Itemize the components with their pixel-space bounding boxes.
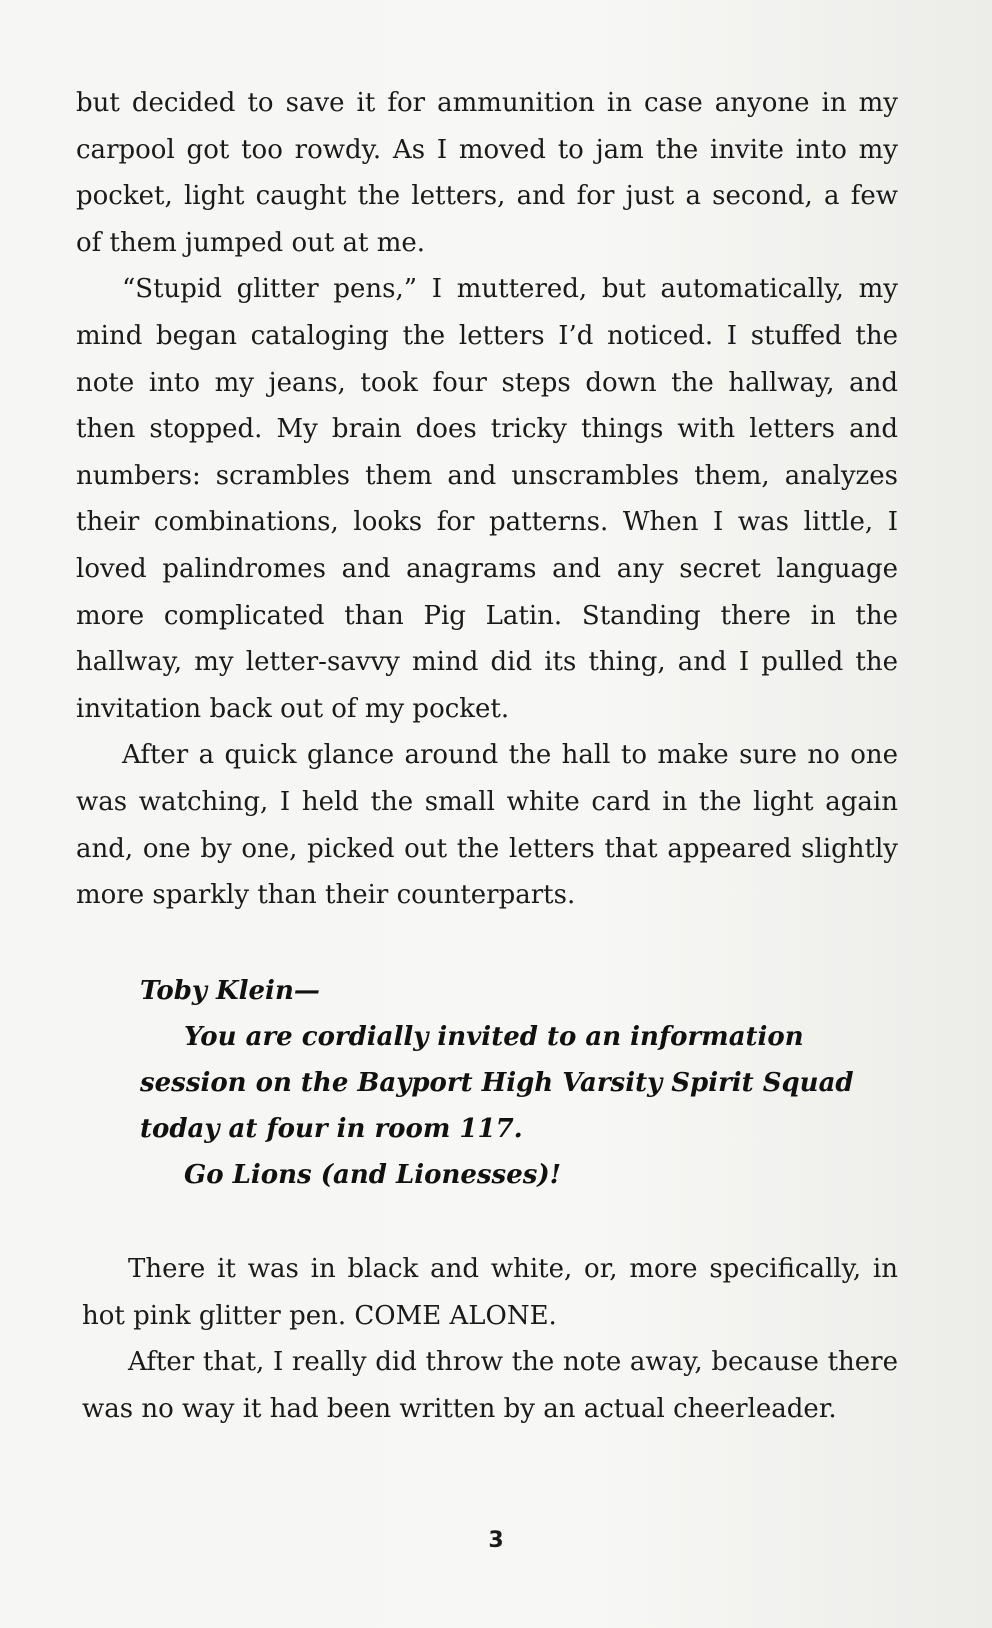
invitation-salutation: Toby Klein— bbox=[140, 976, 320, 1006]
invitation-closing: Go Lions (and Lionesses)! bbox=[184, 1160, 562, 1190]
paragraph-glitter-pens: “Stupid glitter pens,” I muttered, but automatically, my mind began cataloging the letters I’d noticed. I stuffed the note into my jeans, took four steps down the hallway, and then stopped. My brain does tricky things with letters and numbers: scrambles them and unscrambles them, analyzes their combinations, looks for patterns. When I was little, I loved palindromes and anagrams and any secret language more complicated than Pig Latin. Standing there in the hallway, my letter-savvy mind did its thing, and I pulled the invitation back out of my pocket. bbox=[76, 274, 898, 724]
paragraph-quick-glance: After a quick glance around the hall to make sure no one was watching, I held the small white card in the light again and, one by one, picked out the letters that appeared slightly more sparkly than their counterparts. bbox=[76, 740, 898, 911]
body-text-top bbox=[76, 80, 898, 919]
page-number: 3 bbox=[488, 1528, 504, 1553]
invitation-note bbox=[140, 968, 900, 1198]
paragraph-threw-note-away: After that, I really did throw the note away, because there was no way it had been written by an actual cheerleader. bbox=[82, 1347, 898, 1424]
paragraph-black-and-white: There it was in black and white, or, more specifically, in hot pink glitter pen. COME ALONE. bbox=[82, 1254, 898, 1331]
body-text-bottom bbox=[82, 1246, 898, 1432]
invitation-body: You are cordially invited to an information session on the Bayport High Varsity Spirit Squad today at four in room 117. bbox=[140, 1022, 854, 1144]
paragraph-continuation: but decided to save it for ammunition in case anyone in my carpool got too rowdy. As I moved to jam the invite into my pocket, light caught the letters, and for just a second, a few of them jumped out at me. bbox=[76, 88, 898, 258]
